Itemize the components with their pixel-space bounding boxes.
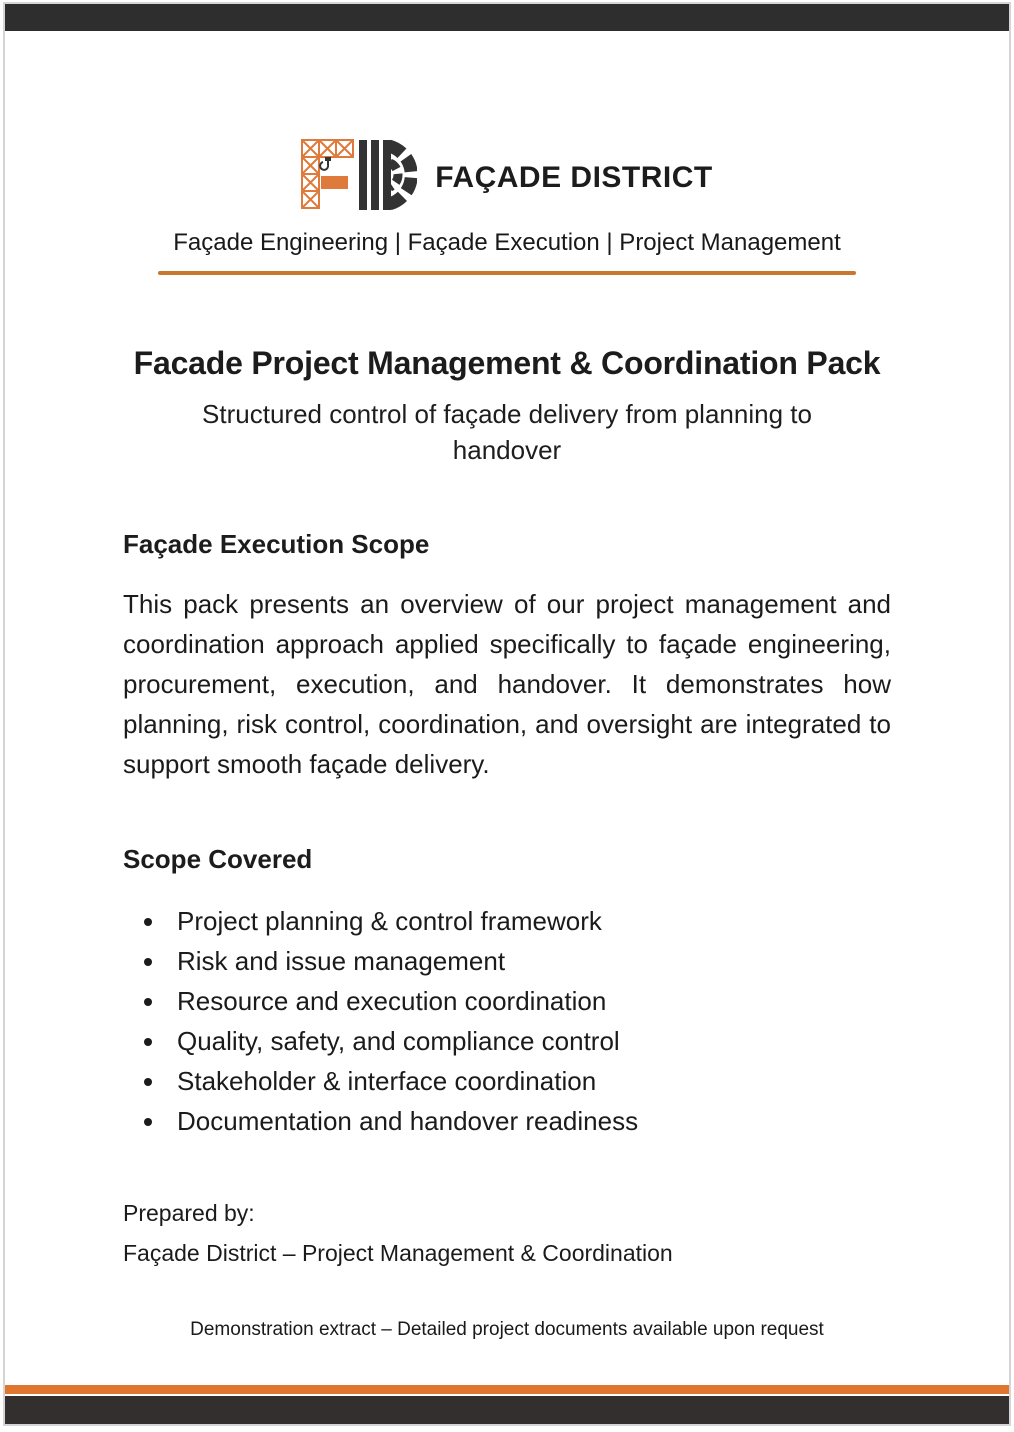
brand-header	[123, 141, 891, 275]
brand-tagline: Façade Engineering | Façade Execution | Project Management	[173, 229, 841, 256]
document-title: Facade Project Management & Coordination Pack	[133, 345, 881, 381]
bottom-orange-stripe	[5, 1385, 1009, 1394]
scope-bullet-item: • Project planning & control framework	[167, 901, 891, 941]
crane-lattice-f-icon	[301, 139, 355, 218]
scope-bullet-item: • Resource and execution coordination	[167, 981, 891, 1021]
footer-note: Demonstration extract – Detailed project documents available upon request	[190, 1318, 824, 1340]
prepared-by-label: Prepared by:	[123, 1199, 255, 1226]
louver-d-icon	[359, 139, 417, 218]
bottom-accent-stripes	[5, 1385, 1009, 1424]
company-wordmark: FAÇADE DISTRICT	[435, 161, 713, 194]
company-logo	[301, 141, 713, 215]
prepared-by-organization: Façade District – Project Management & Coordination	[123, 1239, 673, 1266]
bottom-dark-stripe	[5, 1396, 1009, 1424]
scope-bullet-item: • Quality, safety, and compliance control	[167, 1021, 891, 1061]
document-page	[3, 2, 1011, 1426]
scope-covered-list	[123, 901, 891, 1141]
execution-scope-paragraph: This pack presents an overview of our project management and coordination approach applied specifically to façade engineering, procurement, execution, and handover. It demonstrates how planning, risk control, coordination, and oversight are integrated to support smooth façade delivery.	[123, 588, 891, 779]
brand-divider-rule	[158, 271, 856, 275]
page-content	[5, 4, 1009, 1341]
execution-scope-heading: Façade Execution Scope	[123, 528, 430, 559]
document-subtitle: Structured control of façade delivery from planning to handover	[202, 399, 812, 466]
scope-bullet-item: • Documentation and handover readiness	[167, 1101, 891, 1141]
scope-bullet-item: • Stakeholder & interface coordination	[167, 1061, 891, 1101]
scope-covered-heading: Scope Covered	[123, 843, 313, 874]
prepared-by-block	[123, 1193, 891, 1273]
scope-bullet-item: • Risk and issue management	[167, 941, 891, 981]
